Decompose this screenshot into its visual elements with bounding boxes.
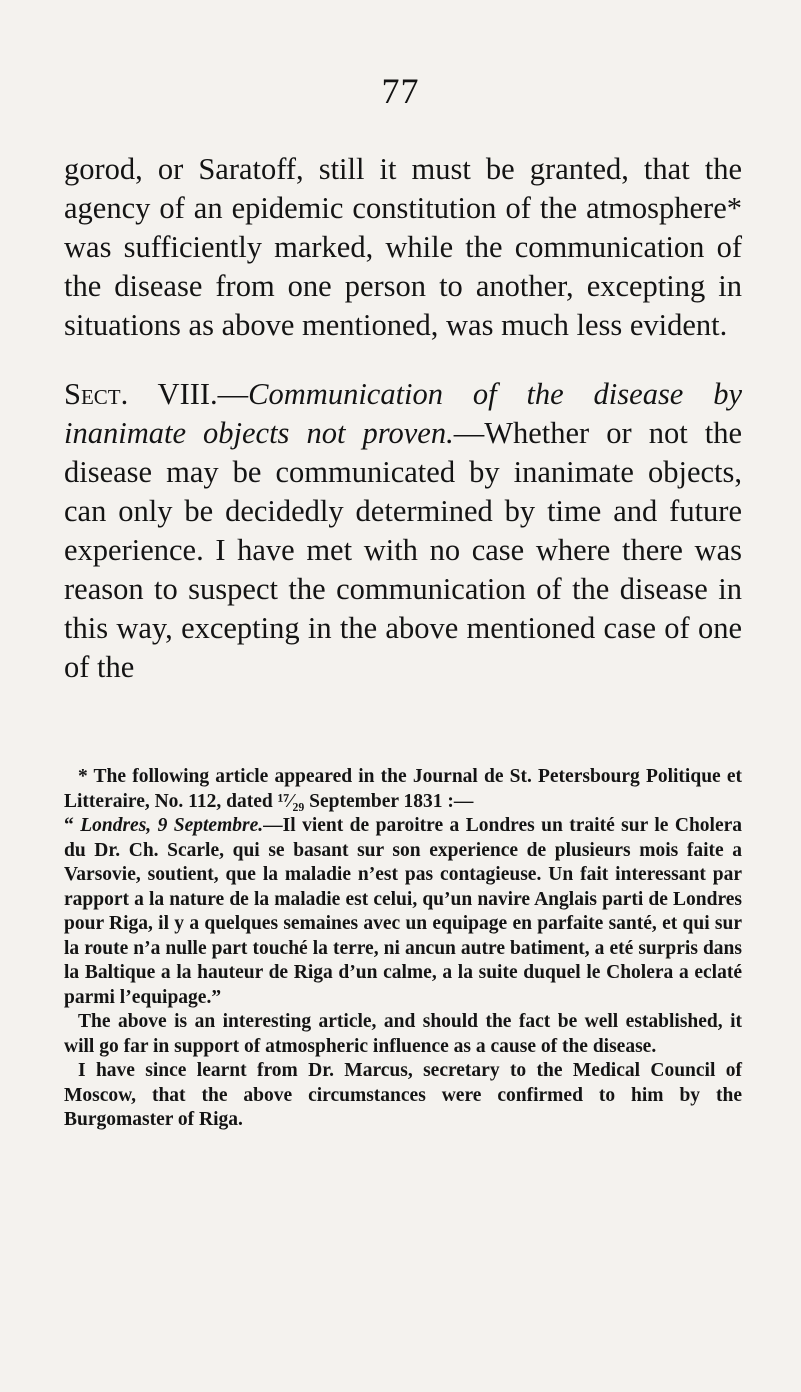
quote-open-mark: “ (64, 815, 81, 836)
quote-text: —Il vient de paroitre a Londres un traité sur le Cholera du Dr. Ch. Scarle, qui se basant sur son experience de plusieurs mois faite a Varsovie, soutient, que la maladie n’est pas contagieuse. Un fait interessant par rapport a la nature de la maladie est celui, qu’un navire Anglais parti de Londres pour Riga, il y a quelques semaines avec un equipage en parfaite santé, et qui sur la route n’a nulle part touché la terre, ni ancun autre batiment, a eté surpris dans la Baltique a la hauteur de Riga d’un calme, a la suite duquel le Cholera a eclaté parmi l’equipage.” (64, 815, 743, 1008)
section-dash: — (217, 377, 249, 411)
footnote-confirmation: I have since learnt from Dr. Marcus, secretary to the Medical Council of Moscow, that the above circumstances were confirmed to him by the Burgomaster of Riga. (64, 1060, 742, 1130)
footnote-commentary: The above is an interesting article, and should the fact be well established, it will go far in support of atmospheric influence as a cause of the disease. (64, 1011, 742, 1057)
footnote-intro (64, 765, 742, 814)
footnote-date-fraction: ¹⁷⁄₂₉ (277, 790, 305, 812)
footnote-quote (64, 814, 742, 1010)
section-text: —Whether or not the disease may be communicated by inanimate objects, can only be decidedly determined by time and future experience. I have met with no case where there was reason to suspect the communication of the disease in this way, excepting in the above mentioned case of one of the (64, 416, 742, 684)
paragraph-continuation: gorod, or Saratoff, still it must be granted, that the agency of an epidemic constitution of the atmosphere* was sufficiently marked, while the communication of the disease from one person to another, excepting in situations as above mentioned, was much less evident. (64, 152, 742, 342)
footnote-lead: * The following article appeared in the Journal de St. Petersbourg Politique et Litteraire, No. 112, dated (64, 766, 742, 812)
footnote (64, 765, 742, 1133)
main-text (64, 150, 742, 687)
section-paragraph (64, 375, 742, 687)
quote-dateline: Londres, 9 Septembre. (80, 815, 264, 836)
section-title: Communication of the disease by inanimate objects not proven. (64, 377, 742, 450)
footnote-date-rest: September 1831 :— (304, 790, 474, 812)
page-number: 77 (381, 71, 420, 111)
section-label: Sect. VIII. (64, 377, 218, 411)
